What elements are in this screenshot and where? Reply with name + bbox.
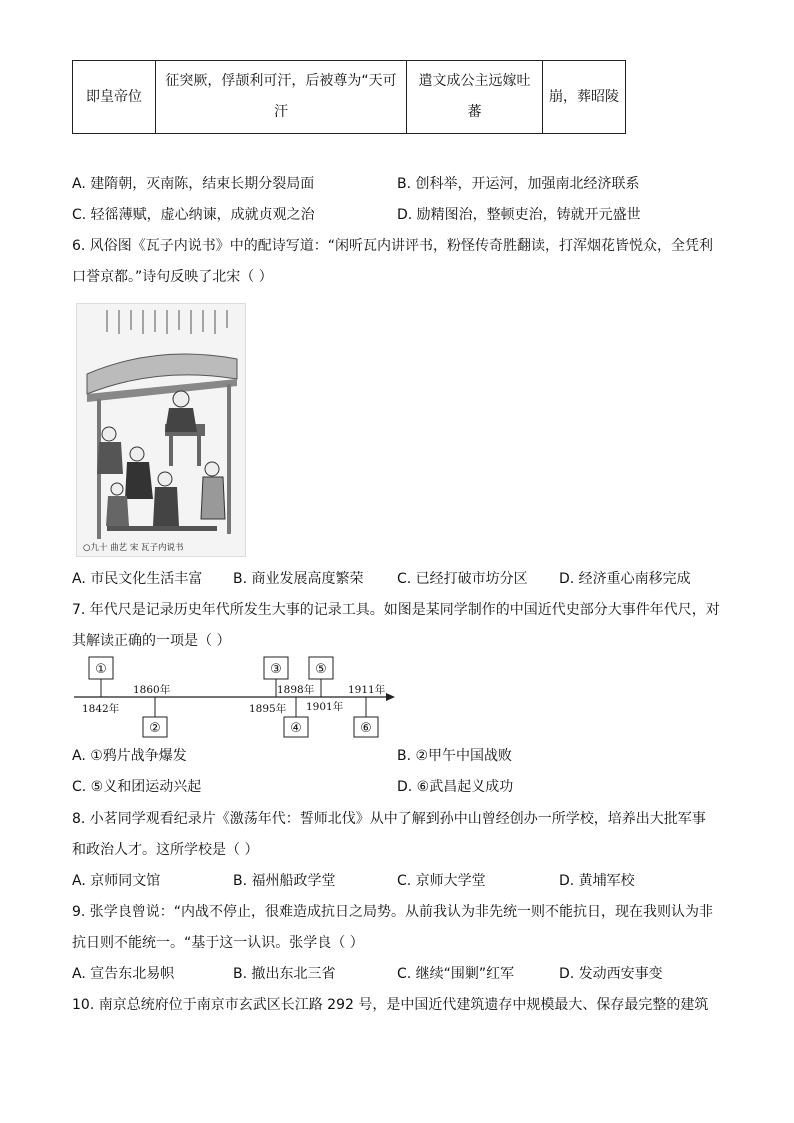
timeline-box-5: ⑤ (315, 662, 327, 677)
timeline-box-6: ⑥ (360, 721, 372, 736)
q6-stem-line1: 6. 风俗图《瓦子内说书》中的配诗写道：“闲听瓦内讲评书，粉怪传奇胜翻读，打浑烟花皆悦众，全凭利 (72, 238, 714, 254)
q7-option-a[interactable]: A. ①鸦片战争爆发 (72, 748, 187, 764)
q6-option-d[interactable]: D. 经济重心南移完成 (559, 571, 691, 587)
q9-stem-line1: 9. 张学良曾说：“内战不停止，很难造成抗日之局势。从前我认为非先统一则不能抗日，现在我则认为非 (72, 904, 714, 920)
q7-option-b[interactable]: B. ②甲午中国战败 (397, 748, 513, 764)
q8-option-d[interactable]: D. 黄埔军校 (559, 873, 635, 889)
q7-stem-line1: 7. 年代尺是记录历史年代所发生大事的记录工具。如图是某同学制作的中国近代史部分大事件年代尺，对 (72, 602, 720, 618)
q9-option-c[interactable]: C. 继续“围剿”红军 (397, 966, 515, 982)
illustration-caption: ○九十 曲艺 宋 瓦子内说书 (83, 543, 184, 553)
q8-stem-line2: 和政治人才。这所学校是（ ） (72, 842, 259, 858)
table-row (73, 61, 626, 134)
q5-option-a[interactable]: A. 建隋朝，灭南陈，结束长期分裂局面 (72, 176, 315, 192)
reign-table (72, 60, 626, 134)
q6-option-a[interactable]: A. 市民文化生活丰富 (72, 571, 203, 587)
table-cell: 即皇帝位 (73, 61, 156, 134)
q8-option-b[interactable]: B. 福州船政学堂 (233, 873, 336, 889)
table-cell: 崩，葬昭陵 (543, 61, 626, 134)
q6-stem-line2: 口誉京都。”诗句反映了北宋（ ） (72, 269, 273, 285)
q10-stem-line1: 10. 南京总统府位于南京市玄武区长江路 292 号，是中国近代建筑遗存中规模最大、保存最完整的建筑 (72, 997, 709, 1013)
timeline-ruler (70, 655, 400, 740)
q7-option-c[interactable]: C. ⑤义和团运动兴起 (72, 779, 202, 795)
q5-option-d[interactable]: D. 励精图治，整顿吏治，铸就开元盛世 (397, 207, 641, 223)
timeline-box-1: ① (95, 662, 107, 677)
q8-option-a[interactable]: A. 京师同文馆 (72, 873, 161, 889)
timeline-box-3: ③ (270, 662, 282, 677)
timeline-label-1842: 1842年 (82, 703, 120, 715)
arrow-icon (386, 693, 395, 701)
q6-option-c[interactable]: C. 已经打破市坊分区 (397, 571, 528, 587)
storytelling-drawing (77, 304, 245, 556)
timeline-label-1911: 1911年 (348, 684, 386, 696)
q7-stem-line2: 其解读正确的一项是（ ） (72, 633, 231, 649)
timeline-label-1901: 1901年 (306, 701, 344, 713)
q9-option-d[interactable]: D. 发动西安事变 (559, 966, 663, 982)
q9-option-a[interactable]: A. 宣告东北易帜 (72, 966, 175, 982)
timeline-label-1895: 1895年 (249, 703, 287, 715)
timeline-box-4: ④ (290, 721, 302, 736)
q6-option-b[interactable]: B. 商业发展高度繁荣 (233, 571, 364, 587)
q8-stem-line1: 8. 小茗同学观看纪录片《激荡年代：誓师北伐》从中了解到孙中山曾经创办一所学校，培养出大批军事 (72, 811, 706, 827)
q8-option-c[interactable]: C. 京师大学堂 (397, 873, 486, 889)
table-cell: 征突厥，俘颉利可汗，后被尊为“天可汗 (156, 61, 407, 134)
storytelling-illustration (76, 303, 246, 557)
timeline-label-1860: 1860年 (133, 684, 171, 696)
timeline-box-2: ② (149, 721, 161, 736)
q7-option-d[interactable]: D. ⑥武昌起义成功 (397, 779, 514, 795)
q9-stem-line2: 抗日则不能统一。“基于这一认识。张学良（ ） (72, 935, 364, 951)
q9-option-b[interactable]: B. 撤出东北三省 (233, 966, 336, 982)
q5-option-b[interactable]: B. 创科举，开运河，加强南北经济联系 (397, 176, 640, 192)
q5-option-c[interactable]: C. 轻徭薄赋，虚心纳谏，成就贞观之治 (72, 207, 315, 223)
timeline-label-1898: 1898年 (277, 684, 315, 696)
table-cell: 遣文成公主远嫁吐蕃 (407, 61, 543, 134)
